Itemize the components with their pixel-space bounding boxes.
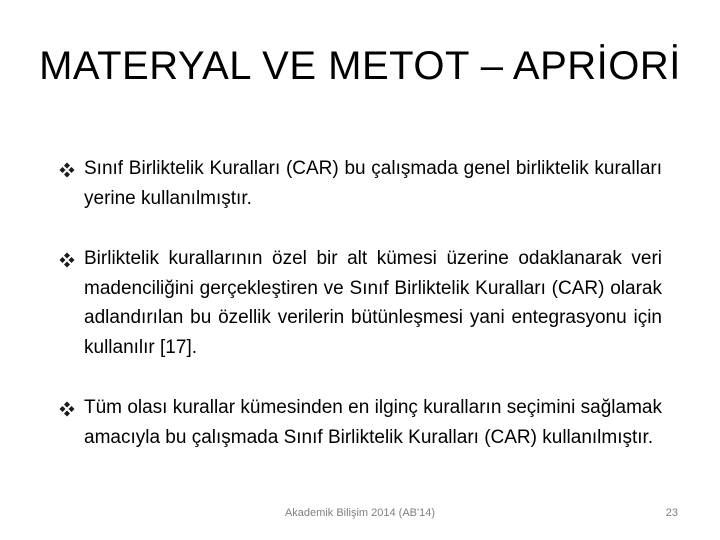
four-diamond-bullet-icon [59, 252, 75, 268]
four-diamond-bullet-icon [59, 401, 75, 417]
bullet-text: Tüm olası kurallar kümesinden en ilginç kuralların seçimini sağlamak amacıyla bu çalışmada Sınıf Birliktelik Kuralları (CAR) kullanılmıştır. [84, 397, 662, 448]
bullet-item [58, 244, 662, 362]
page-number: 23 [665, 507, 678, 519]
slide-title: MATERYAL VE METOT – APRİORİ [39, 44, 681, 88]
bullet-list [58, 154, 662, 452]
bullet-item [58, 154, 662, 213]
bullet-text: Birliktelik kurallarının özel bir alt kümesi üzerine odaklanarak veri madenciliğini gerçekleştiren ve Sınıf Birliktelik Kuralları (CAR) olarak adlandırılan bu özellik verilerin bütünleşmesi yani entegrasyonu için kullanılır [17]. [84, 248, 662, 358]
bullet-text: Sınıf Birliktelik Kuralları (CAR) bu çalışmada genel birliktelik kuralları yerine kullanılmıştır. [84, 158, 662, 209]
footer-conference-label: Akademik Bilişim 2014 (AB'14) [284, 507, 436, 519]
bullet-item [58, 393, 662, 452]
four-diamond-bullet-icon [59, 162, 75, 178]
